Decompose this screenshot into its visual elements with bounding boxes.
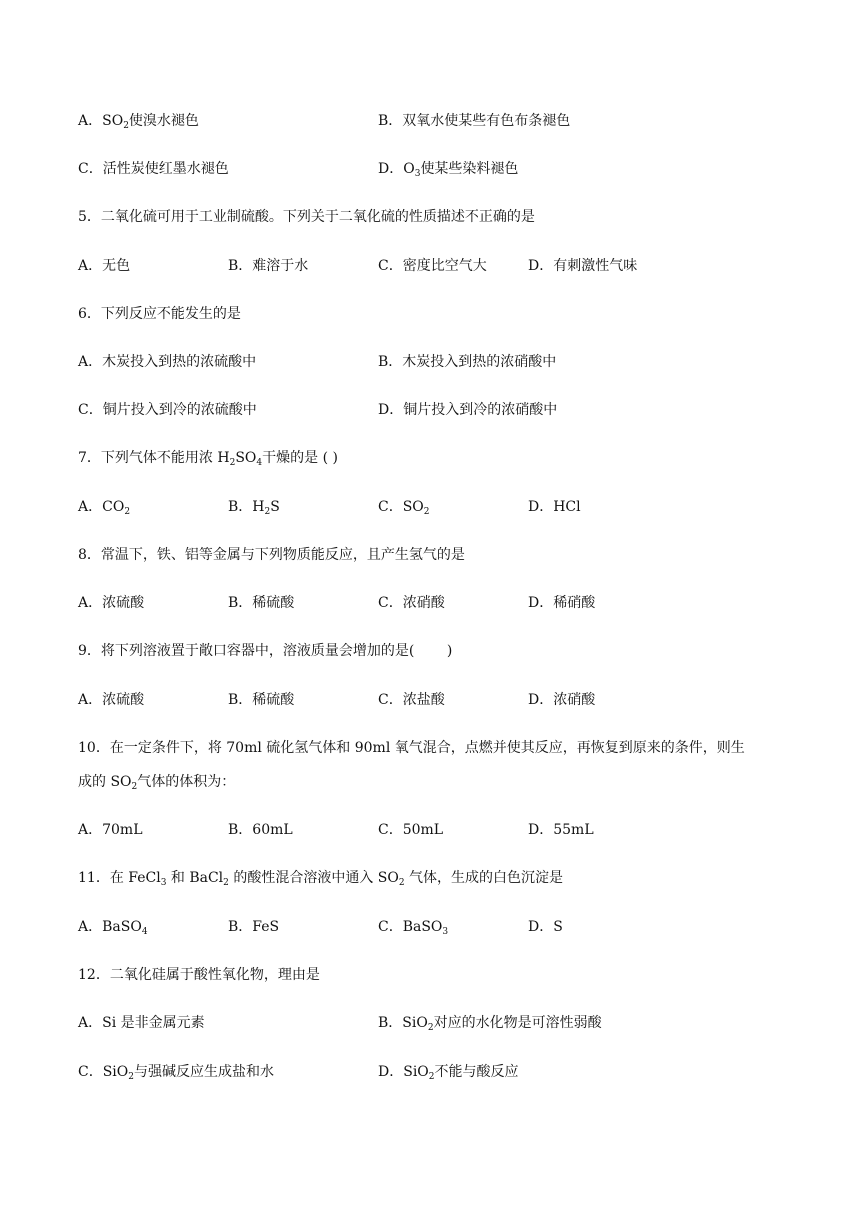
q11-stem-text: 的酸性混合溶液中通入 SO xyxy=(228,870,399,886)
q7-option-b-text-end: S xyxy=(270,499,280,515)
q5-stem: 5．二氧化硫可用于工业制硫酸。下列关于二氧化硫的性质描述不正确的是 xyxy=(78,209,535,225)
q7-option-b-text: B．H xyxy=(228,499,265,515)
q10-stem-text-end: 气体的体积为： xyxy=(137,774,236,790)
q5-option-a: A．无色 xyxy=(78,258,131,274)
q8-option-d: D．稀硝酸 xyxy=(528,595,596,611)
subscript: 4 xyxy=(141,927,148,937)
subscript: 2 xyxy=(398,878,405,888)
q7-stem-text-end: 干燥的是 ( ) xyxy=(262,450,338,466)
q10-stem-text: 成的 SO xyxy=(78,774,132,790)
q7-option-d: D．HCl xyxy=(528,499,581,515)
q9-option-b: B．稀硫酸 xyxy=(228,692,295,708)
subscript: 3 xyxy=(160,878,167,888)
q4-option-d-text: D．O xyxy=(378,161,415,177)
subscript: 3 xyxy=(414,169,421,179)
q7-stem xyxy=(78,448,338,468)
q4-option-a-text-end: 使溴水褪色 xyxy=(128,113,199,129)
subscript: 2 xyxy=(131,782,138,792)
q11-stem-text: 11．在 FeCl xyxy=(78,870,161,886)
q4-option-d xyxy=(378,159,518,179)
subscript: 2 xyxy=(428,1072,435,1082)
q7-option-b xyxy=(228,497,280,517)
subscript: 2 xyxy=(427,1023,434,1033)
q6-option-d: D．铜片投入到冷的浓硝酸中 xyxy=(378,402,558,418)
q5-option-b: B．难溶于水 xyxy=(228,258,309,274)
q5-option-c: C．密度比空气大 xyxy=(378,258,487,274)
q7-option-a-text: A．CO xyxy=(78,499,125,515)
q11-option-c xyxy=(378,917,448,937)
subscript: 2 xyxy=(128,1072,134,1082)
subscript: 3 xyxy=(442,927,449,937)
q12-option-a: A．Si 是非金属元素 xyxy=(78,1015,205,1031)
q11-option-c-text: C．BaSO xyxy=(378,919,443,935)
q7-stem-text-mid: SO xyxy=(235,450,257,466)
subscript: 2 xyxy=(223,878,229,888)
q12-stem: 12．二氧化硅属于酸性氧化物，理由是 xyxy=(78,967,320,983)
q10-option-c: C．50mL xyxy=(378,822,444,838)
subscript: 2 xyxy=(423,507,430,517)
q10-stem-line2 xyxy=(78,772,235,792)
q10-option-b: B．60mL xyxy=(228,822,293,838)
q12-option-b-text: B．SiO xyxy=(378,1015,428,1031)
q7-option-c xyxy=(378,497,430,517)
subscript: 4 xyxy=(256,458,263,468)
q5-option-d: D．有刺激性气味 xyxy=(528,258,638,274)
q12-option-b-text-end: 对应的水化物是可溶性弱酸 xyxy=(433,1015,602,1031)
q4-option-d-text-end: 使某些染料褪色 xyxy=(420,161,519,177)
q11-stem xyxy=(78,868,563,888)
q4-option-c: C．活性炭使红墨水褪色 xyxy=(78,161,229,177)
q9-option-a: A．浓硫酸 xyxy=(78,692,145,708)
q4-option-a-text: A．SO xyxy=(78,113,124,129)
q11-option-a-text: A．BaSO xyxy=(78,919,142,935)
q8-option-c: C．浓硝酸 xyxy=(378,595,445,611)
q7-stem-text: 7．下列气体不能用浓 H xyxy=(78,450,230,466)
subscript: 2 xyxy=(229,458,236,468)
q8-option-a: A．浓硫酸 xyxy=(78,595,145,611)
q9-option-c: C．浓盐酸 xyxy=(378,692,445,708)
q7-option-a xyxy=(78,497,130,517)
q6-stem: 6．下列反应不能发生的是 xyxy=(78,306,241,322)
q9-option-d: D．浓硝酸 xyxy=(528,692,596,708)
q10-option-a: A．70mL xyxy=(78,822,143,838)
q6-option-a: A．木炭投入到热的浓硫酸中 xyxy=(78,354,257,370)
q12-option-d-text-end: 不能与酸反应 xyxy=(434,1064,519,1080)
q12-option-c xyxy=(78,1062,274,1082)
q12-option-d xyxy=(378,1062,519,1082)
q11-option-d: D．S xyxy=(528,919,563,935)
q6-option-c: C．铜片投入到冷的浓硫酸中 xyxy=(78,402,257,418)
q11-option-b: B．FeS xyxy=(228,919,280,935)
q8-stem: 8．常温下，铁、铝等金属与下列物质能反应，且产生氢气的是 xyxy=(78,547,465,563)
q11-stem-text: 气体，生成的白色沉淀是 xyxy=(404,870,564,886)
q4-option-b: B．双氧水使某些有色布条褪色 xyxy=(378,113,571,129)
subscript: 2 xyxy=(264,507,271,517)
q7-option-c-text: C．SO xyxy=(378,499,424,515)
q9-stem: 9．将下列溶液置于敞口容器中，溶液质量会增加的是( ) xyxy=(78,643,453,659)
subscript: 2 xyxy=(123,121,129,131)
q11-stem-text: 和 BaCl xyxy=(166,870,224,886)
q6-option-b: B．木炭投入到热的浓硝酸中 xyxy=(378,354,557,370)
subscript: 2 xyxy=(124,507,131,517)
q12-option-c-text: C．SiO xyxy=(78,1064,129,1080)
q10-option-d: D．55mL xyxy=(528,822,594,838)
q4-option-a xyxy=(78,111,199,131)
q10-stem-line1: 10．在一定条件下，将 70ml 硫化氢气体和 90ml 氧气混合，点燃并使其反应，再恢复到原来的条件，则生 xyxy=(78,740,745,756)
q12-option-d-text: D．SiO xyxy=(378,1064,429,1080)
q11-option-a xyxy=(78,917,148,937)
q8-option-b: B．稀硫酸 xyxy=(228,595,295,611)
q12-option-c-text-end: 与强碱反应生成盐和水 xyxy=(134,1064,274,1080)
q12-option-b xyxy=(378,1013,602,1033)
